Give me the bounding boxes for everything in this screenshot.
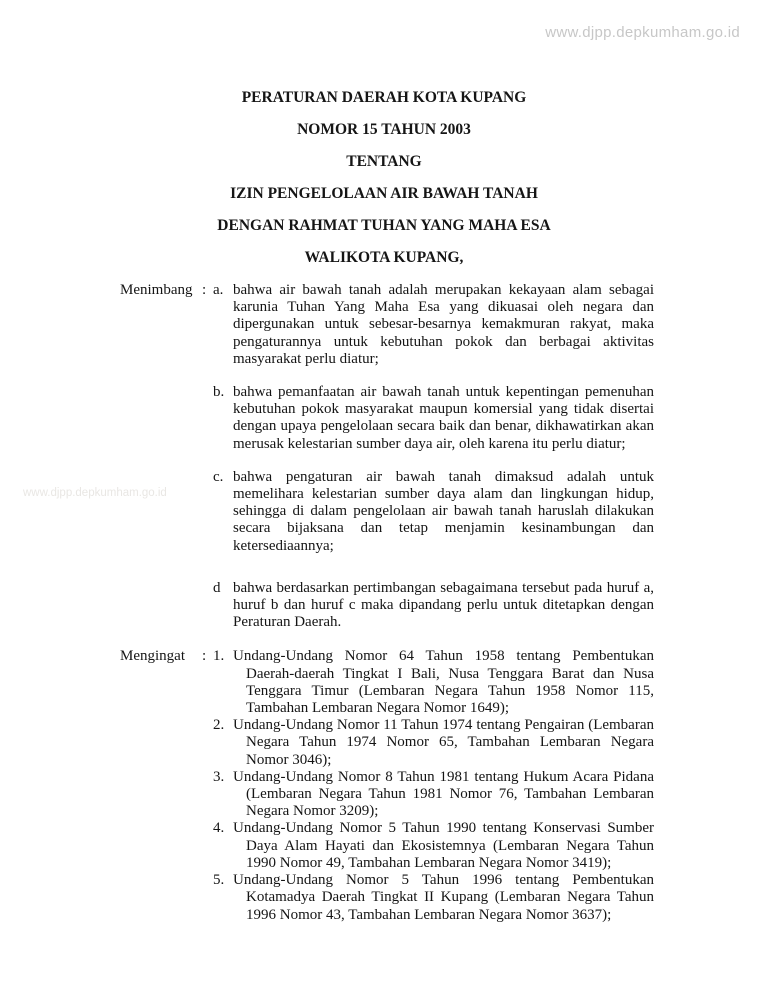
item-text: bahwa berdasarkan pertimbangan sebagaimana tersebut pada huruf a, huruf b dan huruf c maka dipandang perlu untuk ditetapkan dengan Peraturan Daerah. bbox=[233, 579, 654, 631]
item-text: bahwa pengaturan air bawah tanah dimaksud adalah untuk memelihara kelestarian sumber daya alam dan lingkungan hidup, sehingga di dalam pengelolaan air bawah tanah haruslah dilakukan secara bijaksana dan tetap menjamin kesinambungan dan ketersediaannya; bbox=[233, 468, 654, 554]
item-marker: a. bbox=[213, 282, 224, 298]
menimbang-item-b bbox=[213, 384, 654, 453]
mengingat-colon: : bbox=[202, 648, 207, 665]
menimbang-label: Menimbang bbox=[120, 282, 193, 298]
doc-invocation: DENGAN RAHMAT TUHAN YANG MAHA ESA bbox=[217, 217, 551, 234]
doc-number: NOMOR 15 TAHUN 2003 bbox=[297, 121, 471, 138]
item-text: bahwa pemanfaatan air bawah tanah untuk kepentingan pemenuhan kebutuhan pokok masyarakat maupun komersial yang tidak disertai dengan upaya pengelolaan secara baik dan benar, dikhawatirkan akan merusak kelestarian sumber daya air, oleh karena itu perlu diatur; bbox=[233, 384, 654, 452]
mengingat-section bbox=[0, 648, 768, 923]
item-marker: 3. bbox=[213, 768, 225, 785]
watermark-url-top: www.djpp.depkumham.go.id bbox=[545, 24, 740, 41]
menimbang-item-a bbox=[213, 282, 654, 368]
mengingat-items bbox=[213, 648, 654, 923]
mengingat-item-2 bbox=[213, 717, 654, 769]
menimbang-items bbox=[213, 282, 654, 631]
mengingat-item-4 bbox=[213, 820, 654, 872]
menimbang-item-d bbox=[213, 580, 654, 632]
mengingat-item-5 bbox=[213, 872, 654, 924]
menimbang-colon: : bbox=[202, 282, 207, 298]
item-marker: 5. bbox=[213, 872, 225, 889]
item-marker: 4. bbox=[213, 820, 225, 837]
doc-title: PERATURAN DAERAH KOTA KUPANG bbox=[241, 89, 527, 106]
item-text: Undang-Undang Nomor 64 Tahun 1958 tentang Pembentukan Daerah-daerah Tingkat I Bali, Nusa Tenggara Barat dan Nusa Tenggara Timur (Lembaran Negara Tahun 1958 Nomor 115, Tambahan Lembaran Negara Nomor 1649); bbox=[233, 648, 654, 717]
mengingat-item-1 bbox=[213, 648, 654, 717]
item-text: Undang-Undang Nomor 8 Tahun 1981 tentang Hukum Acara Pidana (Lembaran Negara Tahun 1981 Nomor 76, Tambahan Lembaran Negara Nomor 3209); bbox=[233, 768, 654, 820]
item-text: Undang-Undang Nomor 5 Tahun 1996 tentang Pembentukan Kotamadya Daerah Tingkat II Kupang (Lembaran Negara Tahun 1996 Nomor 43, Tambahan Lembaran Negara Nomor 3637); bbox=[233, 872, 654, 923]
item-marker: b. bbox=[213, 384, 225, 401]
item-text: Undang-Undang Nomor 11 Tahun 1974 tentang Pengairan (Lembaran Negara Tahun 1974 Nomor 65, Tambahan Lembaran Negara Nomor 3046); bbox=[233, 717, 654, 768]
mengingat-label: Mengingat bbox=[120, 648, 185, 665]
item-marker: c. bbox=[213, 468, 224, 485]
watermark-url-faint: www.djpp.depkumham.go.id bbox=[23, 487, 167, 499]
doc-tentang: TENTANG bbox=[346, 153, 422, 170]
item-marker: 1. bbox=[213, 648, 225, 665]
item-marker: 2. bbox=[213, 717, 225, 734]
menimbang-section bbox=[0, 282, 768, 631]
item-text: bahwa air bawah tanah adalah merupakan kekayaan alam sebagai karunia Tuhan Yang Maha Esa yang dikuasai oleh negara dan dipergunakan untuk sebesar-besarnya kemakmuran rakyat, maka pengaturannya untuk kebutuhan pokok dan berbagai aktivitas masyarakat perlu diatur; bbox=[233, 282, 654, 367]
doc-authority: WALIKOTA KUPANG, bbox=[304, 249, 464, 266]
item-marker: d bbox=[213, 579, 221, 596]
mengingat-item-3 bbox=[213, 769, 654, 821]
menimbang-item-c bbox=[213, 469, 654, 555]
doc-subject: IZIN PENGELOLAAN AIR BAWAH TANAH bbox=[230, 185, 538, 202]
item-text: Undang-Undang Nomor 5 Tahun 1990 tentang Konservasi Sumber Daya Alam Hayati dan Ekosistemnya (Lembaran Negara Tahun 1990 Nomor 49, Tambahan Lembaran Negara Nomor 3419); bbox=[233, 820, 654, 871]
